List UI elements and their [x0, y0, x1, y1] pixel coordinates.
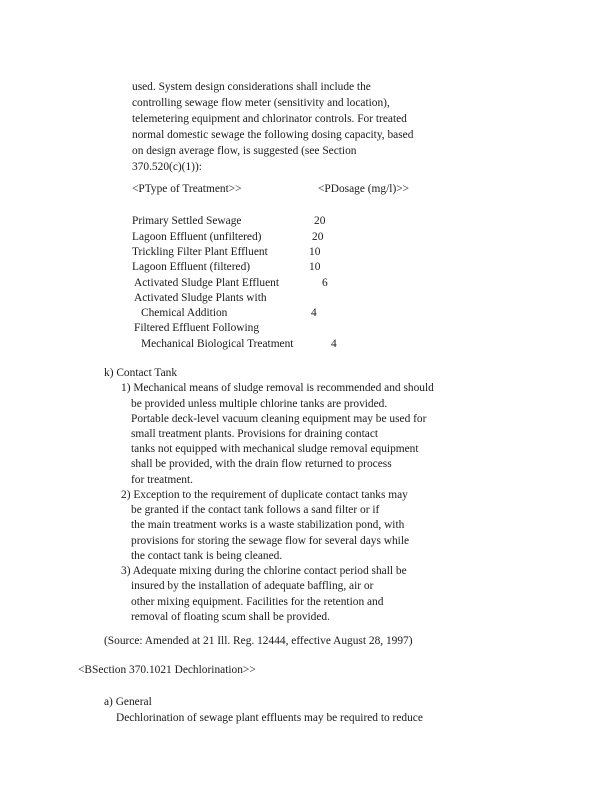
intro-line: 370.520(c)(1)):: [132, 161, 202, 173]
table-row-value: 10: [309, 261, 321, 273]
item-line: insured by the installation of adequate baffling, air or: [131, 580, 374, 592]
table-row-label: Lagoon Effluent (filtered): [132, 261, 251, 273]
table-row-label: Lagoon Effluent (unfiltered): [132, 231, 262, 243]
item-line: be granted if the contact tank follows a sand filter or if: [131, 504, 380, 516]
table-row-label: Mechanical Biological Treatment: [141, 338, 294, 350]
item-line: small treatment plants. Provisions for draining contact: [131, 428, 379, 440]
item-line: other mixing equipment. Facilities for the retention and: [131, 596, 384, 608]
intro-line: used. System design considerations shall include the: [132, 81, 371, 93]
source-note: (Source: Amended at 21 Ill. Reg. 12444, effective August 28, 1997): [104, 635, 413, 647]
intro-line: normal domestic sewage the following dosing capacity, based: [132, 129, 414, 141]
table-row-value: 6: [322, 277, 328, 289]
table-header-type: <PType of Treatment>>: [132, 183, 242, 195]
table-row-label: Filtered Effluent Following: [134, 322, 260, 334]
table-row-label: Trickling Filter Plant Effluent: [132, 246, 268, 258]
item-line: Portable deck-level vacuum cleaning equipment may be used for: [131, 413, 427, 425]
table-row-value: 4: [331, 338, 337, 350]
intro-line: telemetering equipment and chlorinator controls. For treated: [132, 113, 407, 125]
item-line: tanks not equipped with mechanical sludge removal equipment: [131, 443, 419, 455]
table-row-value: 4: [311, 307, 317, 319]
item-line: 3) Adequate mixing during the chlorine contact period shall be: [121, 565, 407, 577]
item-line: provisions for storing the sewage flow for several days while: [131, 535, 410, 547]
item-line: the contact tank is being cleaned.: [131, 550, 283, 562]
item-line: for treatment.: [131, 474, 193, 486]
table-row-value: 10: [309, 246, 321, 258]
section-title: <BSection 370.1021 Dechlorination>>: [78, 664, 256, 676]
body-line: Dechlorination of sewage plant effluents may be required to reduce: [116, 712, 423, 724]
intro-line: on design average flow, is suggested (see Section: [132, 145, 357, 157]
subsection-heading: a) General: [104, 696, 152, 708]
item-line: 1) Mechanical means of sludge removal is recommended and should: [121, 382, 434, 394]
table-header-dosage: <PDosage (mg/l)>>: [318, 183, 410, 195]
item-line: removal of floating scum shall be provided.: [131, 611, 330, 623]
table-row-label: Chemical Addition: [141, 307, 228, 319]
table-row-value: 20: [314, 215, 326, 227]
table-row-label: Activated Sludge Plant Effluent: [134, 277, 279, 289]
item-line: 2) Exception to the requirement of duplicate contact tanks may: [121, 489, 408, 501]
item-line: shall be provided, with the drain flow returned to process: [131, 458, 392, 470]
intro-line: controlling sewage flow meter (sensitivity and location),: [132, 97, 390, 109]
section-k-heading: k) Contact Tank: [104, 367, 178, 379]
item-line: be provided unless multiple chlorine tanks are provided.: [131, 398, 388, 410]
table-row-label: Activated Sludge Plants with: [134, 292, 267, 304]
item-line: the main treatment works is a waste stabilization pond, with: [131, 519, 405, 531]
table-row-label: Primary Settled Sewage: [132, 215, 242, 227]
table-row-value: 20: [312, 231, 324, 243]
